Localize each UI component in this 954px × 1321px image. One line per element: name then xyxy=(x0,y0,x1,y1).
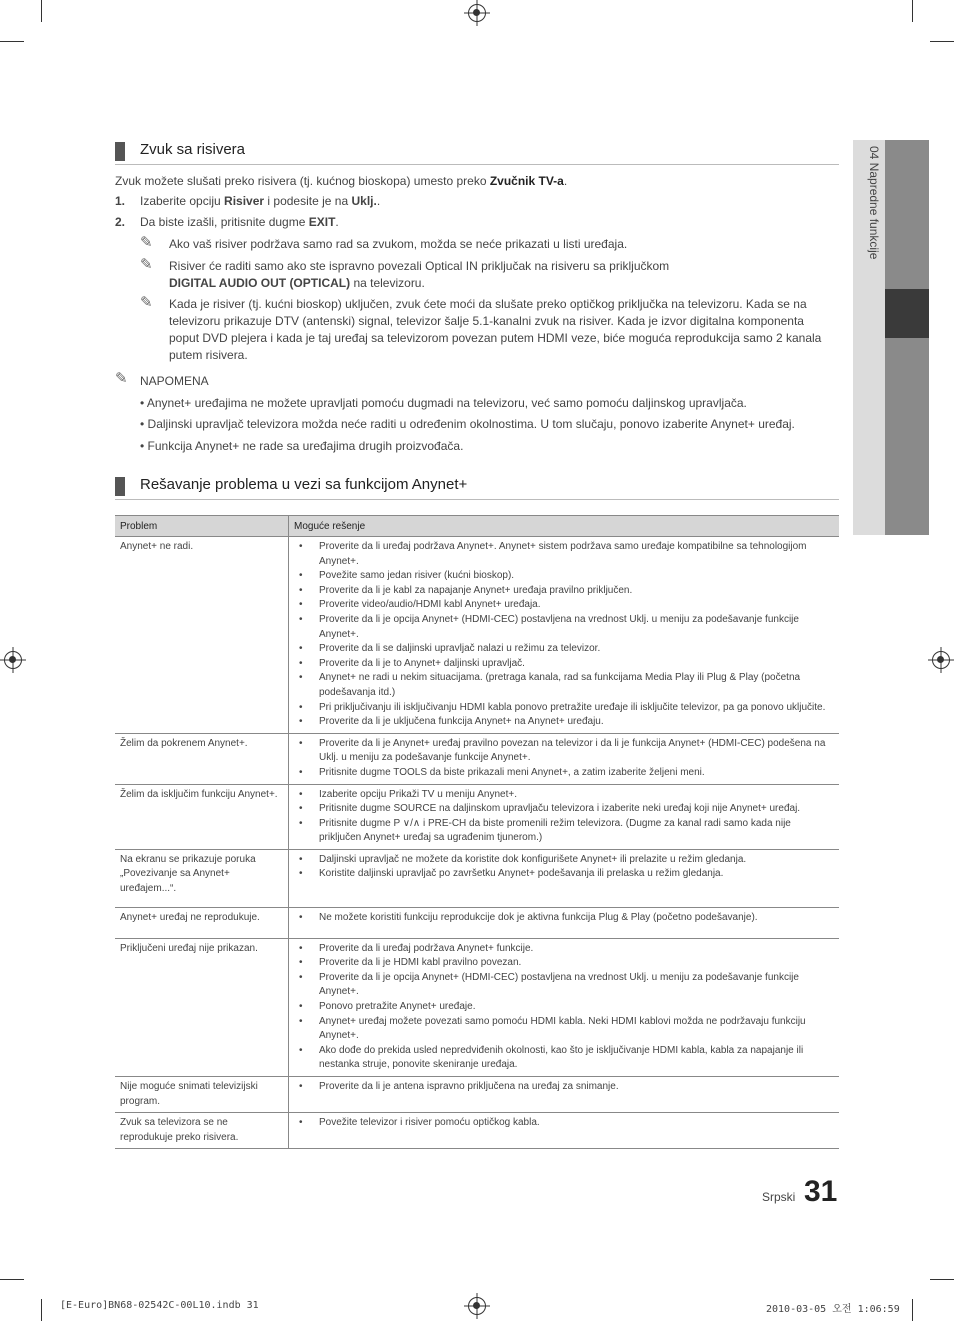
note-text: Kada je risiver (tj. kućni bioskop) uključen, zvuk ćete moći da slušate preko optičkog priključka na televizoru. Kada se na televizoru prikazuje DTV (antenski) signal, televizor šalje 5.1-kanalni zvuk na risiver. Kada je izvor digitalna komponenta poput DVD plejera i kada je taj uređaj sa televizorom povezan putem HDMI veze, biće moguća reprodukcija samo 2 kanala putem risivera. xyxy=(169,297,822,362)
table-row xyxy=(115,938,839,1076)
table-row xyxy=(115,733,839,784)
list-item: • Anynet+ uređajima ne možete upravljati pomoću dugmadi na televizoru, već samo pomoću daljinskog upravljača. xyxy=(140,396,747,410)
problem-cell: Nije moguće snimati televizijski program. xyxy=(115,1077,289,1113)
solution-item: • Ako dođe do prekida usled nepredviđenih okolnosti, kao što je isključivanje HDMI kabla, kabla za napajanje ili nestanka struje, ponovite skeniranje uređaja. xyxy=(294,1044,834,1073)
solution-cell xyxy=(289,1113,840,1149)
column-header-problem: Problem xyxy=(115,516,289,537)
problem-cell: Na ekranu se prikazuje poruka „Povezivanje sa Anynet+ uređajem...“. xyxy=(115,849,289,907)
intro-paragraph: Zvuk možete slušati preko risivera (tj. kućnog bioskopa) umesto preko Zvučnik TV-a. xyxy=(115,174,568,188)
crop-mark xyxy=(0,1279,24,1280)
crop-mark xyxy=(930,1279,954,1280)
solution-item: • Izaberite opciju Prikaži TV u meniju Anynet+. xyxy=(294,788,834,803)
solution-cell xyxy=(289,849,840,907)
solution-item: • Pri priključivanju ili isključivanju HDMI kabla ponovo pretražite uređaje ili isključite televizor, pa ga ponovo uključite. xyxy=(294,701,834,716)
registration-mark-icon xyxy=(468,4,486,22)
pencil-note-icon: ✎ xyxy=(140,294,153,311)
chapter-tab-active-marker xyxy=(885,289,929,338)
solution-item: • Proverite da li je HDMI kabl pravilno povezan. xyxy=(294,956,834,971)
pencil-note-icon: ✎ xyxy=(140,234,153,251)
napomena-label: NAPOMENA xyxy=(140,374,209,388)
solution-item: • Pritisnite dugme TOOLS da biste prikazali meni Anynet+, a zatim izaberite željeni meni. xyxy=(294,766,834,781)
footer-language: Srpski xyxy=(762,1190,796,1204)
table-header-row xyxy=(115,516,839,537)
problem-cell: Želim da isključim funkciju Anynet+. xyxy=(115,784,289,849)
table-row xyxy=(115,907,839,938)
list-item: • Daljinski upravljač televizora možda neće raditi u određenim okolnostima. U tom slučaju, ponovo izaberite Anynet+ uređaj. xyxy=(140,417,795,431)
solution-cell xyxy=(289,1077,840,1113)
note-text: Ako vaš risiver podržava samo rad sa zvukom, možda se neće prikazati u listi uređaja. xyxy=(169,237,628,251)
solution-item: • Anynet+ uređaj možete povezati samo pomoću HDMI kabla. Neki HDMI kablovi možda ne podržavaju funkciju Anynet+. xyxy=(294,1015,834,1044)
solution-item: • Povežite samo jedan risiver (kućni bioskop). xyxy=(294,569,834,584)
solution-item: • Ponovo pretražite Anynet+ uređaje. xyxy=(294,1000,834,1015)
print-info-left: [E-Euro]BN68-02542C-00L10.indb 31 xyxy=(60,1300,259,1311)
step-number: 2. xyxy=(115,215,126,229)
pencil-note-icon: ✎ xyxy=(115,370,128,387)
registration-mark-icon xyxy=(468,1297,486,1315)
crop-mark xyxy=(912,0,913,22)
solution-item: • Proverite da li je Anynet+ uređaj pravilno povezan na televizor i da li je funkcija Anynet+ (HDMI-CEC) podešena na Uklj. u meniju za podešavanje funkcije Anynet+. xyxy=(294,737,834,766)
problem-cell: Zvuk sa televizora se ne reprodukuje preko risivera. xyxy=(115,1113,289,1149)
chapter-label: 04 Napredne funkcije xyxy=(867,146,881,260)
crop-mark xyxy=(41,0,42,22)
pencil-note-icon: ✎ xyxy=(140,256,153,273)
list-item: • Funkcija Anynet+ ne rade sa uređajima drugih proizvođača. xyxy=(140,439,464,453)
solution-item: • Pritisnite dugme P ∨/∧ i PRE-CH da biste promenili režim televizora. (Dugme za kanal radi samo kada nije priključen Anynet+ uređaj sa ugrađenim tjunerom.) xyxy=(294,817,834,846)
solution-item: • Proverite da li se daljinski upravljač nalazi u režimu za televizor. xyxy=(294,642,834,657)
step-text: Da biste izašli, pritisnite dugme EXIT. xyxy=(140,215,339,229)
troubleshooting-table xyxy=(115,515,839,1149)
solution-cell xyxy=(289,537,840,734)
problem-cell: Želim da pokrenem Anynet+. xyxy=(115,733,289,784)
registration-mark-icon xyxy=(932,651,950,669)
solution-cell xyxy=(289,784,840,849)
crop-mark xyxy=(912,1299,913,1321)
table-row xyxy=(115,849,839,907)
registration-mark-icon xyxy=(4,651,22,669)
solution-cell xyxy=(289,733,840,784)
solution-item: • Povežite televizor i risiver pomoću optičkog kabla. xyxy=(294,1116,834,1131)
step-number: 1. xyxy=(115,194,126,208)
print-info-right: 2010-03-05 오전 1:06:59 xyxy=(766,1304,900,1315)
crop-mark xyxy=(0,41,24,42)
section-heading-troubleshooting xyxy=(115,475,839,500)
problem-cell: Priključeni uređaj nije prikazan. xyxy=(115,938,289,1076)
solution-item: • Proverite da li je uključena funkcija Anynet+ na Anynet+ uređaju. xyxy=(294,715,834,730)
table-row xyxy=(115,784,839,849)
step-text: Izaberite opciju Risiver i podesite je na Uklj.. xyxy=(140,194,381,208)
table-row xyxy=(115,537,839,734)
solution-item: • Proverite da li je opcija Anynet+ (HDMI-CEC) postavljena na vrednost Uklj. u meniju za podešavanje funkcije Anynet+. xyxy=(294,971,834,1000)
solution-cell xyxy=(289,907,840,938)
section-title: Rešavanje problema u vezi sa funkcijom Anynet+ xyxy=(140,476,468,493)
solution-item: • Proverite da li je antena ispravno priključena na uređaj za snimanje. xyxy=(294,1080,834,1095)
solution-item: • Ne možete koristiti funkciju reprodukcije dok je aktivna funkcija Plug & Play (početno podešavanje). xyxy=(294,911,834,926)
heading-bar xyxy=(115,142,125,161)
section-heading-receiver xyxy=(115,140,839,165)
solution-item: • Proverite da li uređaj podržava Anynet+ funkcije. xyxy=(294,942,834,957)
solution-item: • Proverite da li je to Anynet+ daljinski upravljač. xyxy=(294,657,834,672)
solution-item: • Proverite da li uređaj podržava Anynet+. Anynet+ sistem podržava samo uređaje kompatibilne sa tehnologijom Anynet+. xyxy=(294,540,834,569)
solution-item: • Pritisnite dugme SOURCE na daljinskom upravljaču televizora i izaberite neki uređaj koji nije Anynet+ uređaj. xyxy=(294,802,834,817)
solution-item: • Anynet+ ne radi u nekim situacijama. (pretraga kanala, rad sa funkcijama Media Play ili Plug & Play (početna podešavanja itd.) xyxy=(294,671,834,700)
solution-item: • Proverite da li je opcija Anynet+ (HDMI-CEC) postavljena na vrednost Uklj. u meniju za podešavanje funkcije Anynet+. xyxy=(294,613,834,642)
solution-item: • Proverite da li je kabl za napajanje Anynet+ uređaja pravilno priključen. xyxy=(294,584,834,599)
problem-cell: Anynet+ ne radi. xyxy=(115,537,289,734)
crop-mark xyxy=(930,41,954,42)
crop-mark xyxy=(41,1299,42,1321)
solution-item: • Koristite daljinski upravljač po završetku Anynet+ podešavanja ili prelaska u režim gledanja. xyxy=(294,867,834,882)
table-row xyxy=(115,1113,839,1149)
note-text: Risiver će raditi samo ako ste ispravno povezali Optical IN priključak na risiveru sa priključkom DIGITAL AUDIO OUT (OPTICAL) na televizoru. xyxy=(169,259,670,290)
solution-item: • Daljinski upravljač ne možete da koristite dok konfigurišete Anynet+ ili prelazite u režim gledanja. xyxy=(294,853,834,868)
solution-cell xyxy=(289,938,840,1076)
problem-cell: Anynet+ uređaj ne reprodukuje. xyxy=(115,907,289,938)
solution-item: • Proverite video/audio/HDMI kabl Anynet+ uređaja. xyxy=(294,598,834,613)
table-row xyxy=(115,1077,839,1113)
section-title: Zvuk sa risivera xyxy=(140,141,246,158)
column-header-solution: Moguće rešenje xyxy=(289,516,840,537)
heading-bar xyxy=(115,477,125,496)
page-number: 31 xyxy=(804,1175,838,1208)
